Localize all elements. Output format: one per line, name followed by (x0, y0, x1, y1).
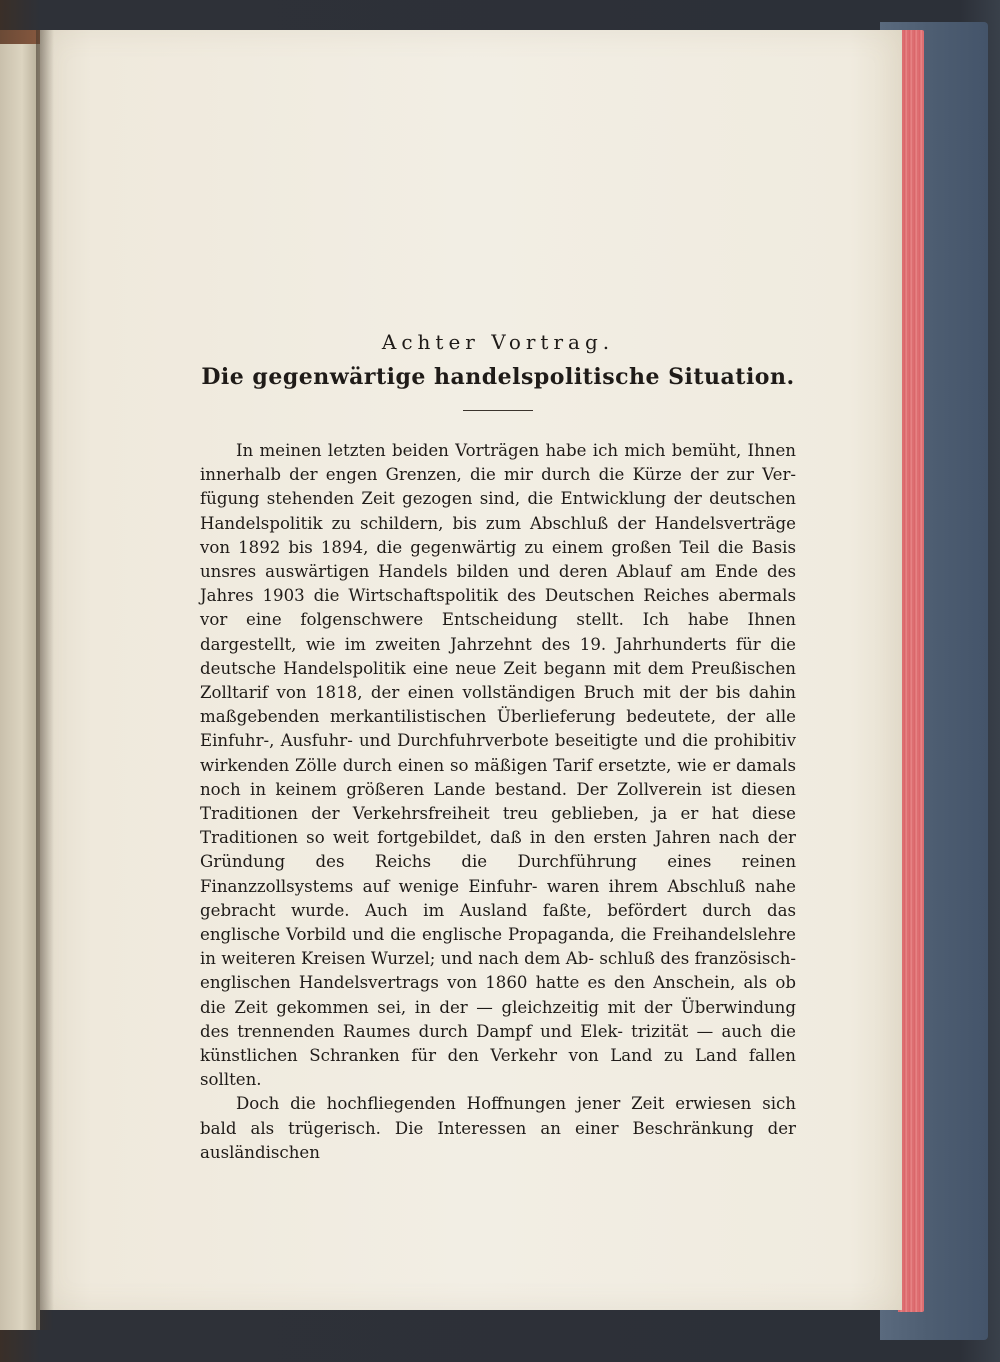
facing-page-edge (0, 30, 40, 1330)
body-paragraph-2: Doch die hochfliegenden Hoffnungen jener Zeit erwiesen sich bald als trügerisch. Die Interessen an einer Beschränkung der ausländischen (200, 1094, 796, 1162)
book-page (40, 30, 902, 1310)
lecture-heading: Achter Vortrag. (381, 330, 615, 354)
chapter-title: Die gegenwärtige handelspolitische Situation. (201, 364, 795, 390)
title-divider (463, 410, 533, 411)
page-content (200, 330, 796, 1165)
body-paragraph-1: In meinen letzten beiden Vorträgen habe ich mich bemüht, Ihnen innerhalb der engen Grenzen, die mir durch die Kürze der zur Ver- fügung stehenden Zeit gezogen sind, die Entwicklung der deutschen Handelspolitik zu schildern, bis zum Abschluß der Handelsverträge von 1892 bis 1894, die gegenwärtig zu einem großen Teil die Basis unsres auswärtigen Handels bilden und deren Ablauf am Ende des Jahres 1903 die Wirtschaftspolitik des Deutschen Reiches abermals vor eine folgenschwere Entscheidung stellt. Ich habe Ihnen dargestellt, wie im zweiten Jahrzehnt des 19. Jahrhunderts für die deutsche Handelspolitik eine neue Zeit begann mit dem Preußischen Zolltarif von 1818, der einen vollständigen Bruch mit der bis dahin maßgebenden merkantilistischen Überlieferung bedeutete, der alle Einfuhr-, Ausfuhr- und Durchfuhrverbote beseitigte und die prohibitiv wirkenden Zölle durch einen so mäßigen Tarif ersetzte, wie er damals noch in keinem größeren Lande bestand. Der Zollverein ist diesen Traditionen der Verkehrsfreiheit treu geblieben, ja er hat diese Traditionen so weit fortgebildet, daß in den ersten Jahren nach der Gründung des Reichs die Durchführung eines reinen Finanzzollsystems auf wenige Einfuhr- waren ihrem Abschluß nahe gebracht wurde. Auch im Ausland faßte, befördert durch das englische Vorbild und die englische Propaganda, die Freihandelslehre in weiteren Kreisen Wurzel; und nach dem Ab- schluß des französisch-englischen Handelsvertrags von 1860 hatte es den Anschein, als ob die Zeit gekommen sei, in der — gleichzeitig mit der Überwindung des trennenden Raumes durch Dampf und Elek- trizität — auch die künstlichen Schranken für den Verkehr von Land zu Land fallen sollten. (200, 441, 796, 1090)
gutter-shadow (36, 30, 54, 1330)
